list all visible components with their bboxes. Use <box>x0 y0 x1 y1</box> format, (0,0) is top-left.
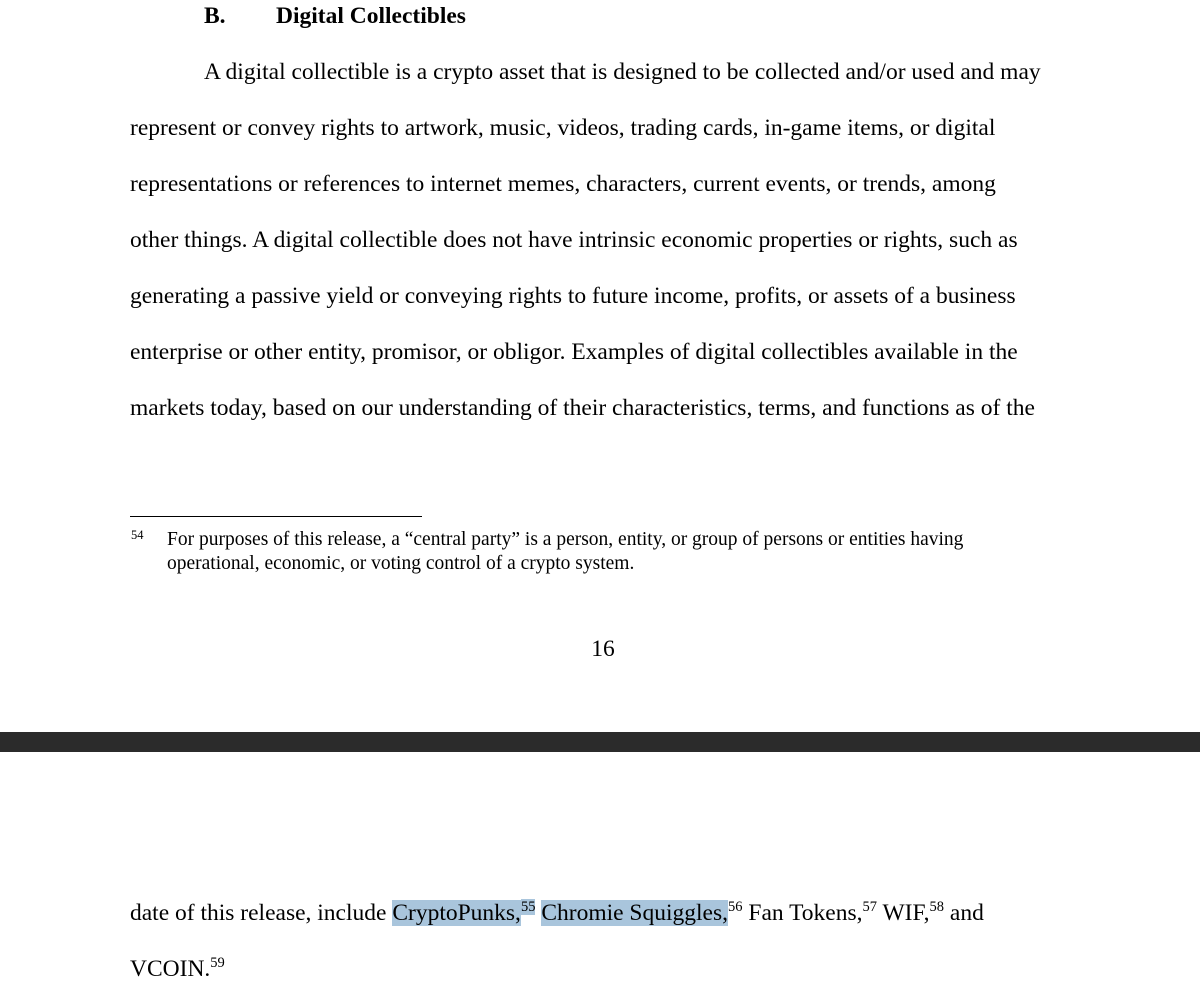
paragraph-line: represent or convey rights to artwork, music, videos, trading cards, in-game items, or digital <box>130 115 996 141</box>
fan-tokens-text: Fan Tokens, <box>742 900 863 926</box>
paragraph-line: generating a passive yield or conveying rights to future income, profits, or assets of a business <box>130 283 1016 309</box>
footnote-ref-59[interactable]: 59 <box>210 955 225 971</box>
continuation-line-2 <box>130 954 225 984</box>
section-title: Digital Collectibles <box>276 3 466 29</box>
paragraph-line: markets today, based on our understanding of their characteristics, terms, and functions as of the <box>130 395 1035 421</box>
page-number: 16 <box>591 636 615 662</box>
footnote-ref-56[interactable]: 56 <box>728 899 743 915</box>
paragraph-line: other things. A digital collectible does not have intrinsic economic properties or rights, such as <box>130 227 1018 253</box>
section-heading <box>204 0 466 32</box>
document-page-17 <box>0 752 1200 1003</box>
highlighted-cryptopunks[interactable]: CryptoPunks, <box>392 900 521 926</box>
continuation-tail: and <box>944 900 984 926</box>
footnote-number: 54 <box>131 528 144 542</box>
continuation-lead: date of this release, include <box>130 900 393 926</box>
highlighted-chromie-squiggles[interactable]: Chromie Squiggles, <box>541 900 729 926</box>
paragraph-line: A digital collectible is a crypto asset that is designed to be collected and/or used and may <box>204 59 1041 85</box>
section-number: B. <box>204 3 226 29</box>
continuation-line <box>130 898 984 928</box>
wif-text: WIF, <box>877 900 930 926</box>
footnote-line: For purposes of this release, a “central party” is a person, entity, or group of persons or entities having <box>167 529 964 550</box>
page-separator <box>0 732 1200 752</box>
footnote-ref-55[interactable]: 55 <box>520 899 536 915</box>
paragraph-line: representations or references to internet memes, characters, current events, or trends, among <box>130 171 996 197</box>
paragraph-line: enterprise or other entity, promisor, or obligor. Examples of digital collectibles available in the <box>130 339 1018 365</box>
vcoin-text: VCOIN. <box>130 956 211 982</box>
footnote-ref-58[interactable]: 58 <box>929 899 945 915</box>
footnote-line: operational, economic, or voting control of a crypto system. <box>167 553 635 574</box>
footnote-separator <box>130 516 422 517</box>
footnote-ref-57[interactable]: 57 <box>862 899 878 915</box>
